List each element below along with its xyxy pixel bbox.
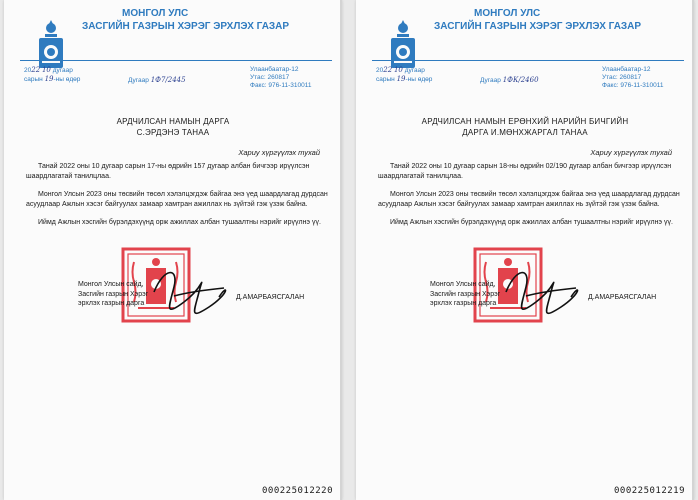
- recipient: АРДЧИЛСАН НАМЫН ДАРГА С.ЭРДЭНЭ ТАНАА: [116, 117, 230, 137]
- header-divider: [20, 60, 332, 61]
- letter-page: [4, 0, 342, 500]
- letter-date: 2022 10 дугаар сарын 19-ны өдөр: [24, 66, 81, 83]
- letter-page: [356, 0, 694, 500]
- serial-number: 000225012219: [614, 486, 686, 496]
- address-block: Улаанбаатар-12 Утас: 260817 Факс: 976-11-310011: [602, 66, 664, 89]
- subject-line: Хариу хүргүүлэх тухай: [590, 148, 672, 157]
- paragraph: Монгол Улсын 2023 оны төсвийн төсөл хэлэлцэгдэж байгаа энэ үед шаардлагад дурдсан асуудлаар Ажлын хэсэг байгуулах замаар хамтран ажиллах нь зүйтэй гэж үзэж байна.: [378, 191, 680, 208]
- header-line-1: МОНГОЛ УЛС: [122, 8, 189, 19]
- header-line-2: ЗАСГИЙН ГАЗРЫН ХЭРЭГ ЭРХЛЭХ ГАЗАР: [434, 21, 642, 32]
- letter-date: 2022 10 дугаар сарын 19-ны өдөр: [376, 66, 433, 83]
- registration-number: Дугаар 1ФК/2460: [480, 76, 539, 84]
- handwritten-signature: [144, 262, 234, 324]
- paragraph: Танай 2022 оны 10 дугаар сарын 17-ны өдрийн 157 дугаар албан бичгээр ирүүлсэн шаардлагатай танилцлаа.: [26, 163, 310, 180]
- header-divider: [372, 60, 684, 61]
- signer-name: Д.АМАРБАЯСГАЛАН: [588, 294, 657, 301]
- paragraph: Танай 2022 оны 10 дугаар сарын 18-ны өдрийн 02/190 дугаар албан бичгээр ирүүлсэн шаардлагатай танилцлаа.: [378, 163, 672, 180]
- signer-name: Д.АМАРБАЯСГАЛАН: [236, 294, 305, 301]
- state-emblem-icon: [37, 18, 65, 70]
- header-line-1: МОНГОЛ УЛС: [474, 8, 541, 19]
- recipient: АРДЧИЛСАН НАМЫН ЕРӨНХИЙ НАРИЙН БИЧГИЙН ДАРГА И.МӨНХЖАРГАЛ ТАНАА: [421, 117, 629, 137]
- page-edge: [340, 0, 342, 500]
- page-edge: [692, 0, 694, 500]
- handwritten-signature: [496, 262, 586, 324]
- state-emblem-icon: [389, 18, 417, 70]
- letter-body: [26, 162, 328, 237]
- header-line-2: ЗАСГИЙН ГАЗРЫН ХЭРЭГ ЭРХЛЭХ ГАЗАР: [82, 21, 290, 32]
- paragraph: Монгол Улсын 2023 оны төсвийн төсөл хэлэлцэгдэж байгаа энэ үед шаардлагад дурдсан асуудлаар Ажлын хэсэг байгуулах замаар хамтран ажиллах нь зүйтэй гэж үзэж байна.: [26, 191, 328, 208]
- letter-body: [378, 162, 680, 237]
- signatory-title: Монгол Улсын сайд, Засгийн газрын Хэрэг эрхлэх газрын дарга: [430, 281, 501, 307]
- paragraph: Иймд Ажлын хэсгийн бүрэлдэхүүнд орж ажиллах албан тушаалтны нэрийг ирүүлнэ үү.: [390, 219, 673, 226]
- registration-number: Дугаар 1Ф7/2445: [128, 76, 186, 84]
- signatory-title: Монгол Улсын сайд, Засгийн газрын Хэрэг эрхлэх газрын дарга: [78, 281, 149, 307]
- paragraph: Иймд Ажлын хэсгийн бүрэлдэхүүнд орж ажиллах албан тушаалтны нэрийг ирүүлнэ үү.: [38, 219, 321, 226]
- subject-line: Хариу хүргүүлэх тухай: [238, 148, 320, 157]
- serial-number: 000225012220: [262, 486, 334, 496]
- address-block: Улаанбаатар-12 Утас: 260817 Факс: 976-11-310011: [250, 66, 312, 89]
